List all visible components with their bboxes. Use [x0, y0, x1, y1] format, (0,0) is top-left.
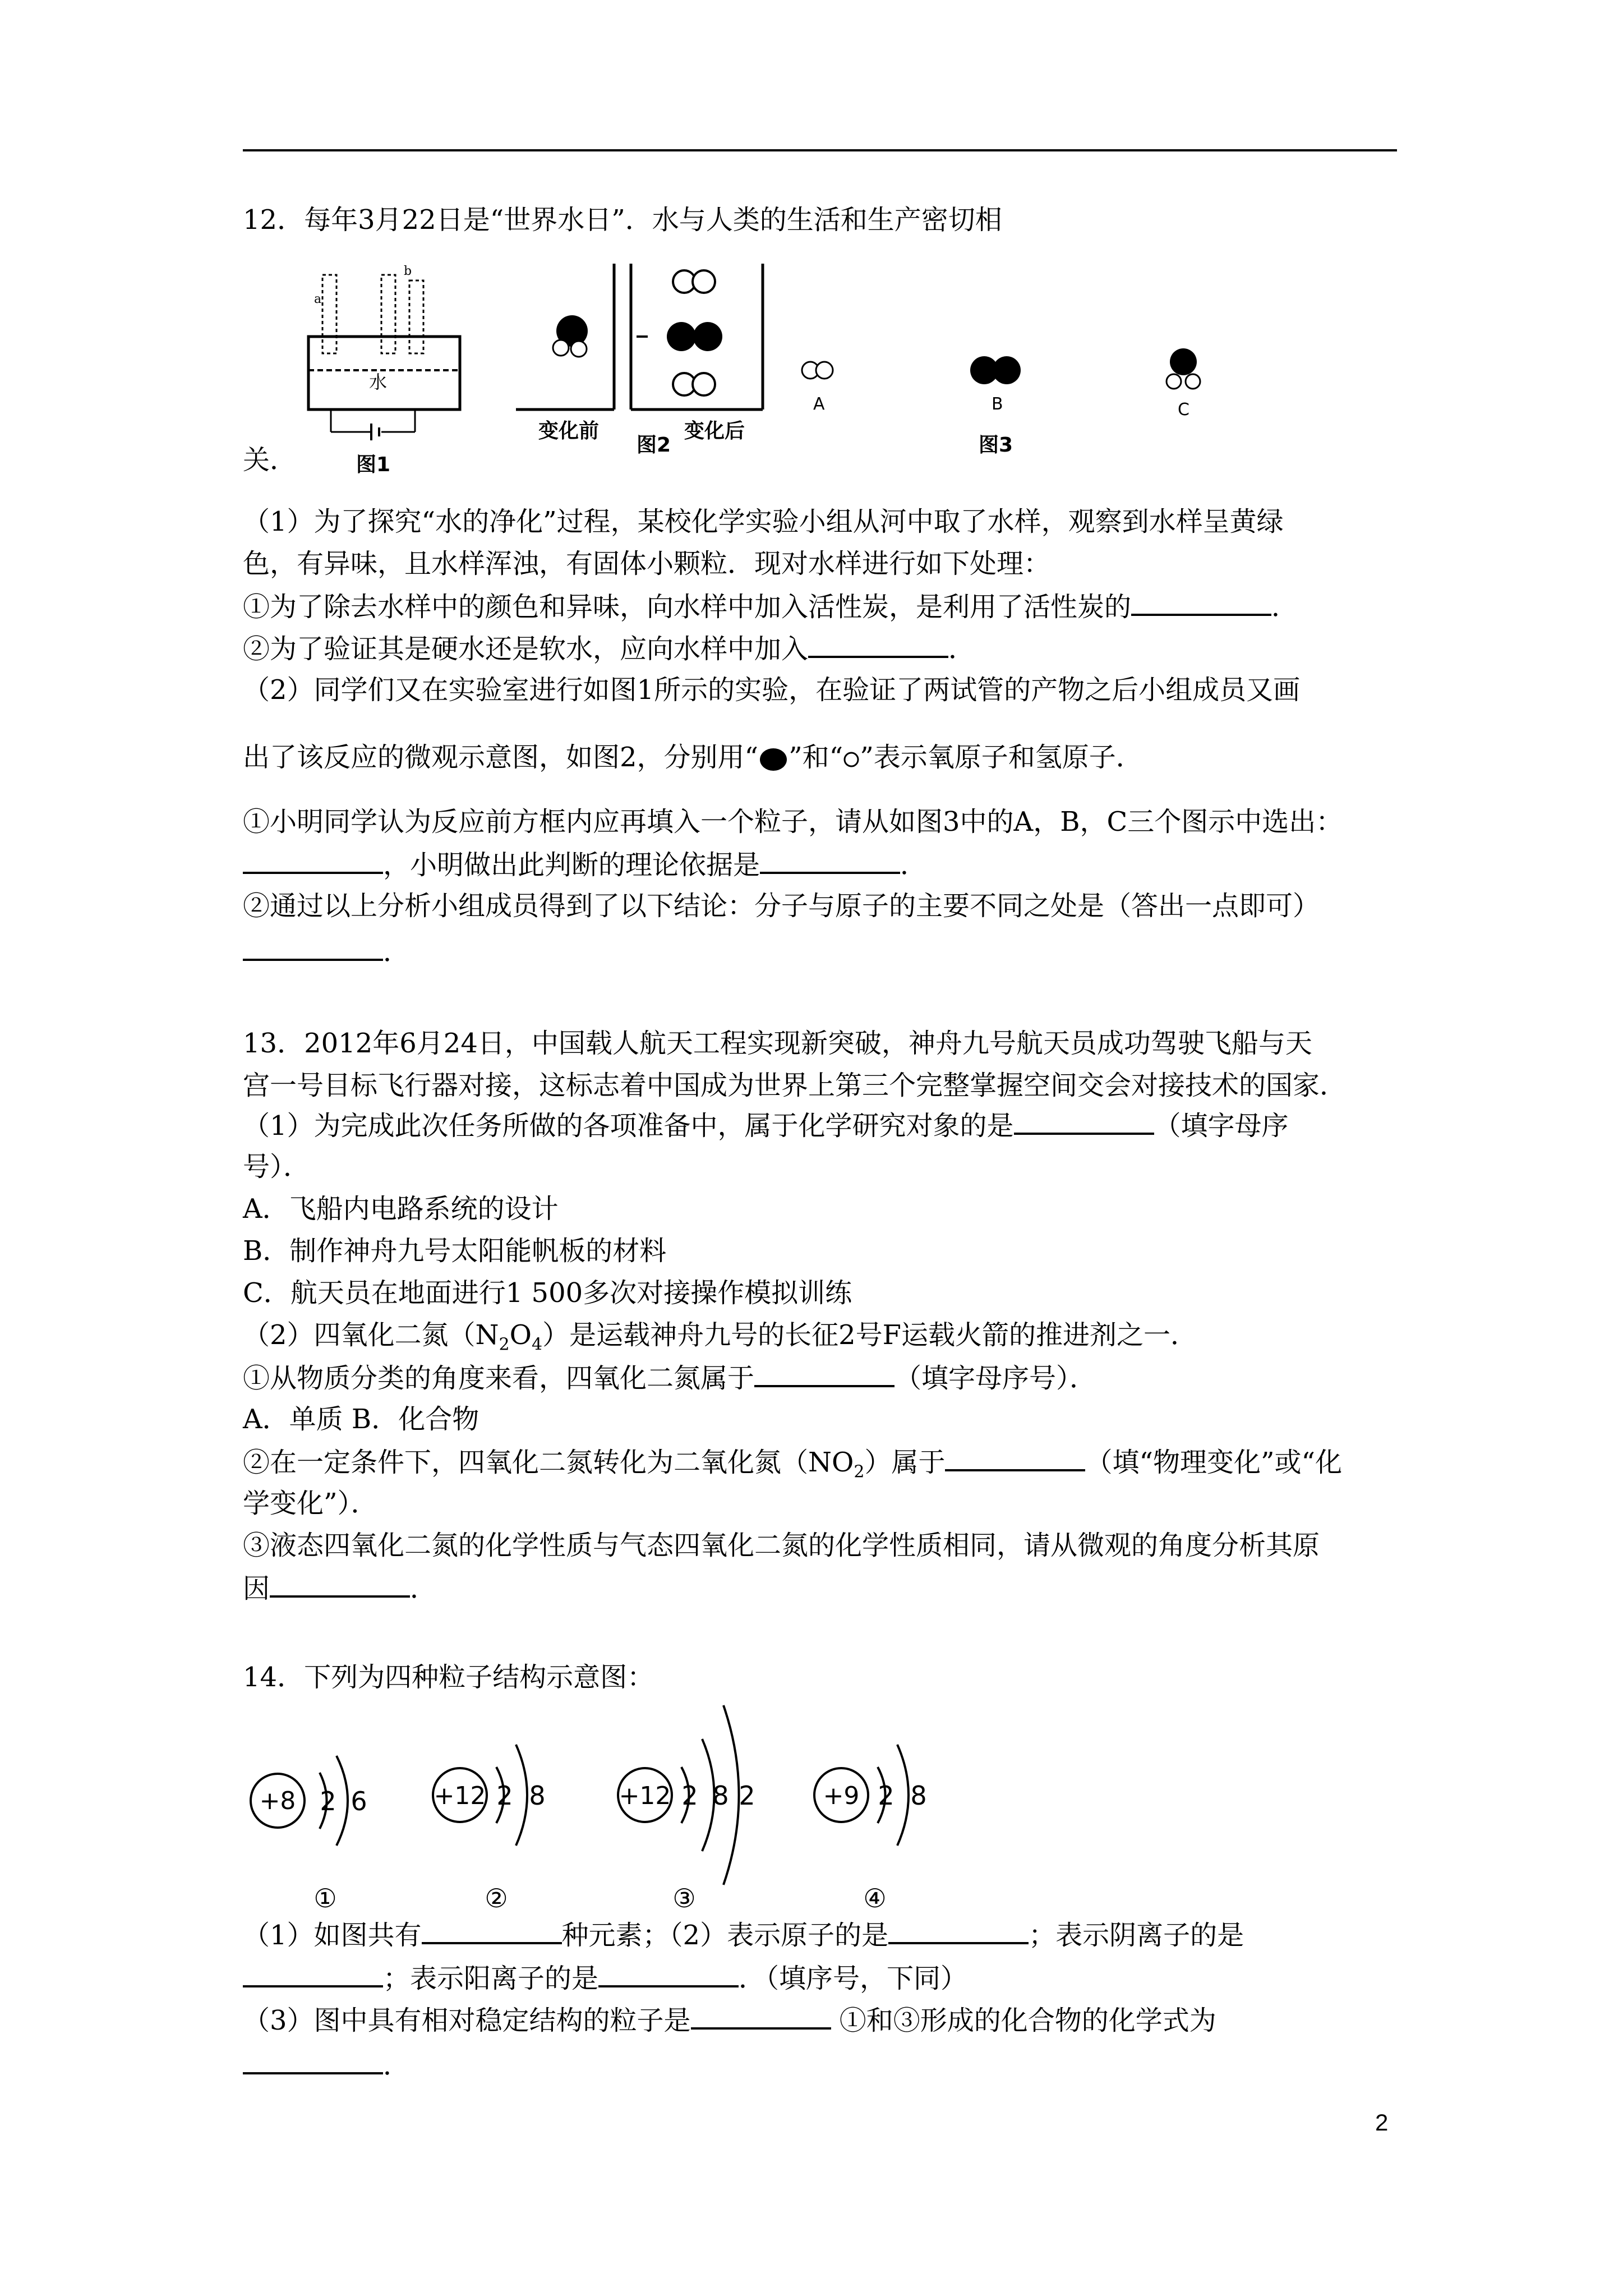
answer-blank[interactable]: [1014, 1108, 1154, 1135]
q12-title-end: 关．: [243, 444, 297, 476]
answer-blank[interactable]: [760, 847, 900, 874]
particle-4: [814, 1745, 927, 1913]
particle-4-shell-2: 8: [910, 1780, 927, 1811]
particle-3-nucleus: +12: [619, 1782, 671, 1810]
q13-line-9: 学变化”）．: [243, 1488, 378, 1519]
fig3-label-b: B: [992, 394, 1003, 414]
answer-blank[interactable]: [243, 934, 383, 961]
q14-line-4: ．: [243, 2047, 410, 2082]
particle-1-nucleus: +8: [259, 1787, 296, 1815]
particle-1-shell-1: 2: [320, 1786, 336, 1816]
fig1-label-a: a: [314, 292, 322, 306]
answer-blank[interactable]: [754, 1360, 895, 1387]
q13-option-b: B．制作神舟九号太阳能帆板的材料: [243, 1235, 667, 1267]
q12-p1: （1）为了探究“水的净化”过程，某校化学实验小组从河中取了水样，观察到水样呈黄绿: [243, 506, 1284, 537]
q12-figure-1: [303, 258, 482, 477]
q12-p2f: ．: [243, 934, 410, 969]
fig3-label-a: A: [813, 394, 825, 414]
fig1-label-b: b: [404, 264, 412, 278]
q13-line-8: ②在一定条件下，四氧化二氮转化为二氧化氮$(NO_2)$属于 （填“物理变化”或“化: [243, 1444, 1342, 1489]
q13-line-7: A．单质 B．化合物: [243, 1404, 479, 1435]
particle-2-shell-2: 8: [529, 1780, 546, 1811]
answer-blank[interactable]: [945, 1444, 1085, 1471]
answer-blank[interactable]: [808, 631, 948, 658]
answer-blank[interactable]: [691, 2003, 831, 2030]
answer-blank[interactable]: [888, 1917, 1029, 1944]
header-rule: [243, 149, 1397, 151]
fig2-caption: 图2: [637, 434, 671, 457]
answer-blank[interactable]: [1131, 589, 1271, 616]
q12-figure-2: [516, 258, 774, 477]
answer-blank[interactable]: [243, 847, 383, 874]
particle-4-label: ④: [863, 1883, 887, 1913]
q12-p1d: ②为了验证其是硬水还是软水，应向水样中加入 ．: [243, 631, 975, 666]
fig3-label-c: C: [1178, 400, 1189, 420]
particle-3-shell-2: 8: [712, 1780, 729, 1811]
page-number: 2: [1375, 2109, 1389, 2136]
particle-2: [433, 1745, 546, 1913]
fig1-caption: 图1: [356, 453, 391, 476]
answer-blank[interactable]: [243, 1961, 383, 1987]
q13-line-11: 因 ．: [243, 1571, 437, 1605]
q14-line-3: （3）图中具有相对稳定结构的粒子是 ①和③形成的化合物的化学式为: [243, 2003, 1216, 2037]
answer-blank[interactable]: [270, 1571, 410, 1598]
q13-option-a: A．飞船内电路系统的设计: [243, 1193, 559, 1225]
particle-3-shell-3: 2: [739, 1780, 755, 1811]
q12-p2c: ①小明同学认为反应前方框内应再填入一个粒子，请从如图3中的A，B，C三个图示中选出：: [243, 806, 1343, 838]
q12-p1b: 色，有异味，且水样浑浊，有固体小颗粒．现对水样进行如下处理：: [243, 548, 1051, 579]
q13-option-c: C．航天员在地面进行1 500多次对接操作模拟训练: [243, 1277, 852, 1309]
fig2-after: 变化后: [684, 420, 745, 443]
particle-3-shell-1: 2: [681, 1780, 698, 1811]
q13-line-3: （1）为完成此次任务所做的各项准备中，属于化学研究对象的是 （填字母序: [243, 1108, 1289, 1143]
q13-line-4: 号）．: [243, 1151, 311, 1182]
q12-p2d: ，小明做出此判断的理论依据是 ．: [243, 847, 927, 882]
q13-line-2: 宫一号目标飞行器对接，这标志着中国成为世界上第三个完整掌握空间交会对接技术的国家．: [243, 1070, 1347, 1101]
particle-1-label: ①: [313, 1883, 337, 1913]
q13-line-1: 13．2012年6月24日，中国载人航天工程实现新突破，神舟九号航天员成功驾驶飞船与天: [243, 1028, 1312, 1059]
particle-3-label: ③: [672, 1883, 696, 1913]
particle-1-shell-2: 6: [351, 1786, 367, 1816]
particle-4-nucleus: +9: [823, 1782, 860, 1810]
fig1-water: 水: [369, 371, 388, 393]
particle-2-shell-1: 2: [496, 1780, 513, 1811]
q13-line-6: ①从物质分类的角度来看，四氧化二氮属于 （填字母序号）．: [243, 1360, 1096, 1395]
particle-4-shell-1: 2: [878, 1780, 895, 1811]
particle-2-nucleus: +12: [434, 1782, 486, 1810]
q13-line-5: （2）四氧化二氮$(N_2O_4)$是运载神舟九号的长征2号F运载火箭的推进剂之一．: [243, 1319, 1197, 1355]
q14-particle-diagrams: [241, 1694, 970, 1930]
q12-figure-3: [791, 337, 1284, 460]
answer-blank[interactable]: [598, 1961, 739, 1987]
q12-title: 12．每年3月22日是“世界水日”．水与人类的生活和生产密切相: [243, 204, 1002, 236]
q12-p2e: ②通过以上分析小组成员得到了以下结论：分子与原子的主要不同之处是（答出一点即可）: [243, 890, 1320, 922]
q14-line-1: （1）如图共有 种元素；（2）表示原子的是 ；表示阴离子的是: [243, 1917, 1244, 1952]
oxygen-atom-icon: [758, 747, 789, 772]
q12-p2: （2）同学们又在实验室进行如图1所示的实验，在验证了两试管的产物之后小组成员又画: [243, 674, 1301, 706]
q12-p2b: 出了该反应的微观示意图，如图2，分别用“ ”和“ ”表示氧原子和氢原子．: [243, 742, 1143, 773]
answer-blank[interactable]: [243, 2047, 383, 2074]
particle-1: [251, 1756, 367, 1913]
answer-blank[interactable]: [422, 1917, 562, 1944]
particle-3: [618, 1705, 755, 1913]
q14-title: 14．下列为四种粒子结构示意图：: [243, 1662, 654, 1693]
q13-line-10: ③液态四氧化二氮的化学性质与气态四氧化二氮的化学性质相同，请从微观的角度分析其原: [243, 1530, 1320, 1561]
q12-p1c: ①为了除去水样中的颜色和异味，向水样中加入活性炭，是利用了活性炭的 ．: [243, 589, 1298, 624]
q14-line-2: ；表示阳离子的是 ．（填序号，下同）: [243, 1961, 967, 1995]
fig2-before: 变化前: [538, 420, 600, 443]
hydrogen-atom-icon: [843, 747, 860, 772]
particle-2-label: ②: [485, 1883, 508, 1913]
fig3-caption: 图3: [979, 434, 1013, 457]
